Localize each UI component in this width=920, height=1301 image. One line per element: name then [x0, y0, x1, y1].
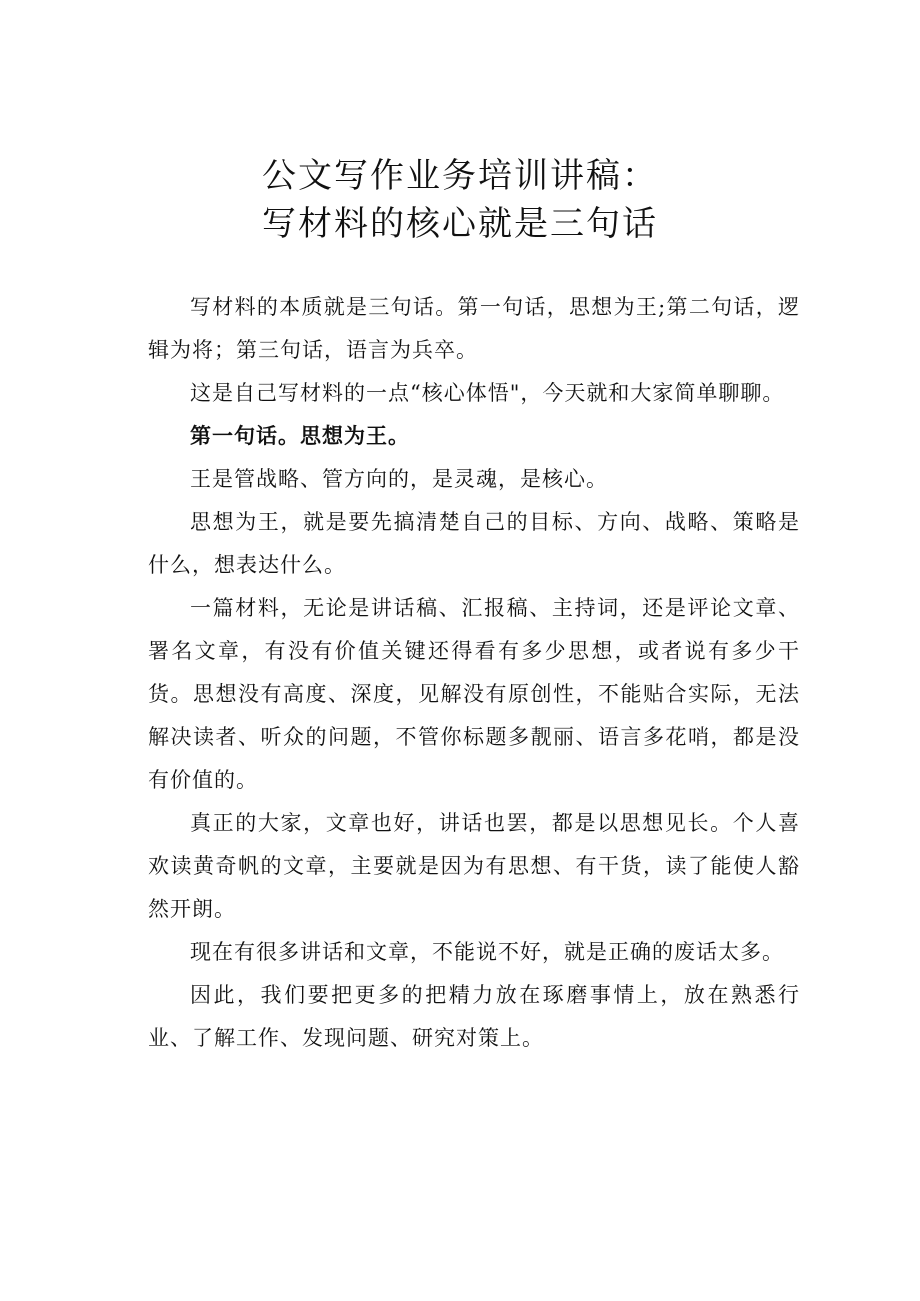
title-line-2: 写材料的核心就是三句话 [262, 204, 658, 244]
title-line-1: 公文写作业务培训讲稿： [262, 156, 658, 196]
paragraph-intro: 写材料的本质就是三句话。第一句话，思想为王;第二句话，逻辑为将；第三句话，语言为兵卒。 [148, 295, 800, 362]
section-heading: 第一句话。思想为王。 [190, 424, 410, 448]
paragraph: 现在有很多讲话和文章，不能说不好，就是正确的废话太多。 [190, 940, 784, 964]
paragraph: 因此，我们要把更多的把精力放在琢磨事情上，放在熟悉行业、了解工作、发现问题、研究对策上。 [148, 983, 800, 1050]
paragraph: 王是管战略、管方向的，是灵魂，是核心。 [190, 467, 608, 491]
paragraph: 真正的大家，文章也好，讲话也罢，都是以思想见长。个人喜欢读黄奇帆的文章，主要就是因为有思想、有干货，读了能使人豁然开朗。 [148, 811, 800, 921]
paragraph: 一篇材料，无论是讲话稿、汇报稿、主持词，还是评论文章、署名文章，有没有价值关键还得看有多少思想，或者说有多少干货。思想没有高度、深度，见解没有原创性，不能贴合实际，无法解决读者、听众的问题，不管你标题多靓丽、语言多花哨，都是没有价值的。 [148, 596, 800, 792]
document-body [148, 286, 800, 1060]
paragraph: 思想为王，就是要先搞清楚自己的目标、方向、战略、策略是什么，想表达什么。 [148, 510, 800, 577]
paragraph-preface: 这是自己写材料的一点“核心体悟"，今天就和大家简单聊聊。 [190, 381, 785, 405]
document-title [0, 152, 920, 248]
